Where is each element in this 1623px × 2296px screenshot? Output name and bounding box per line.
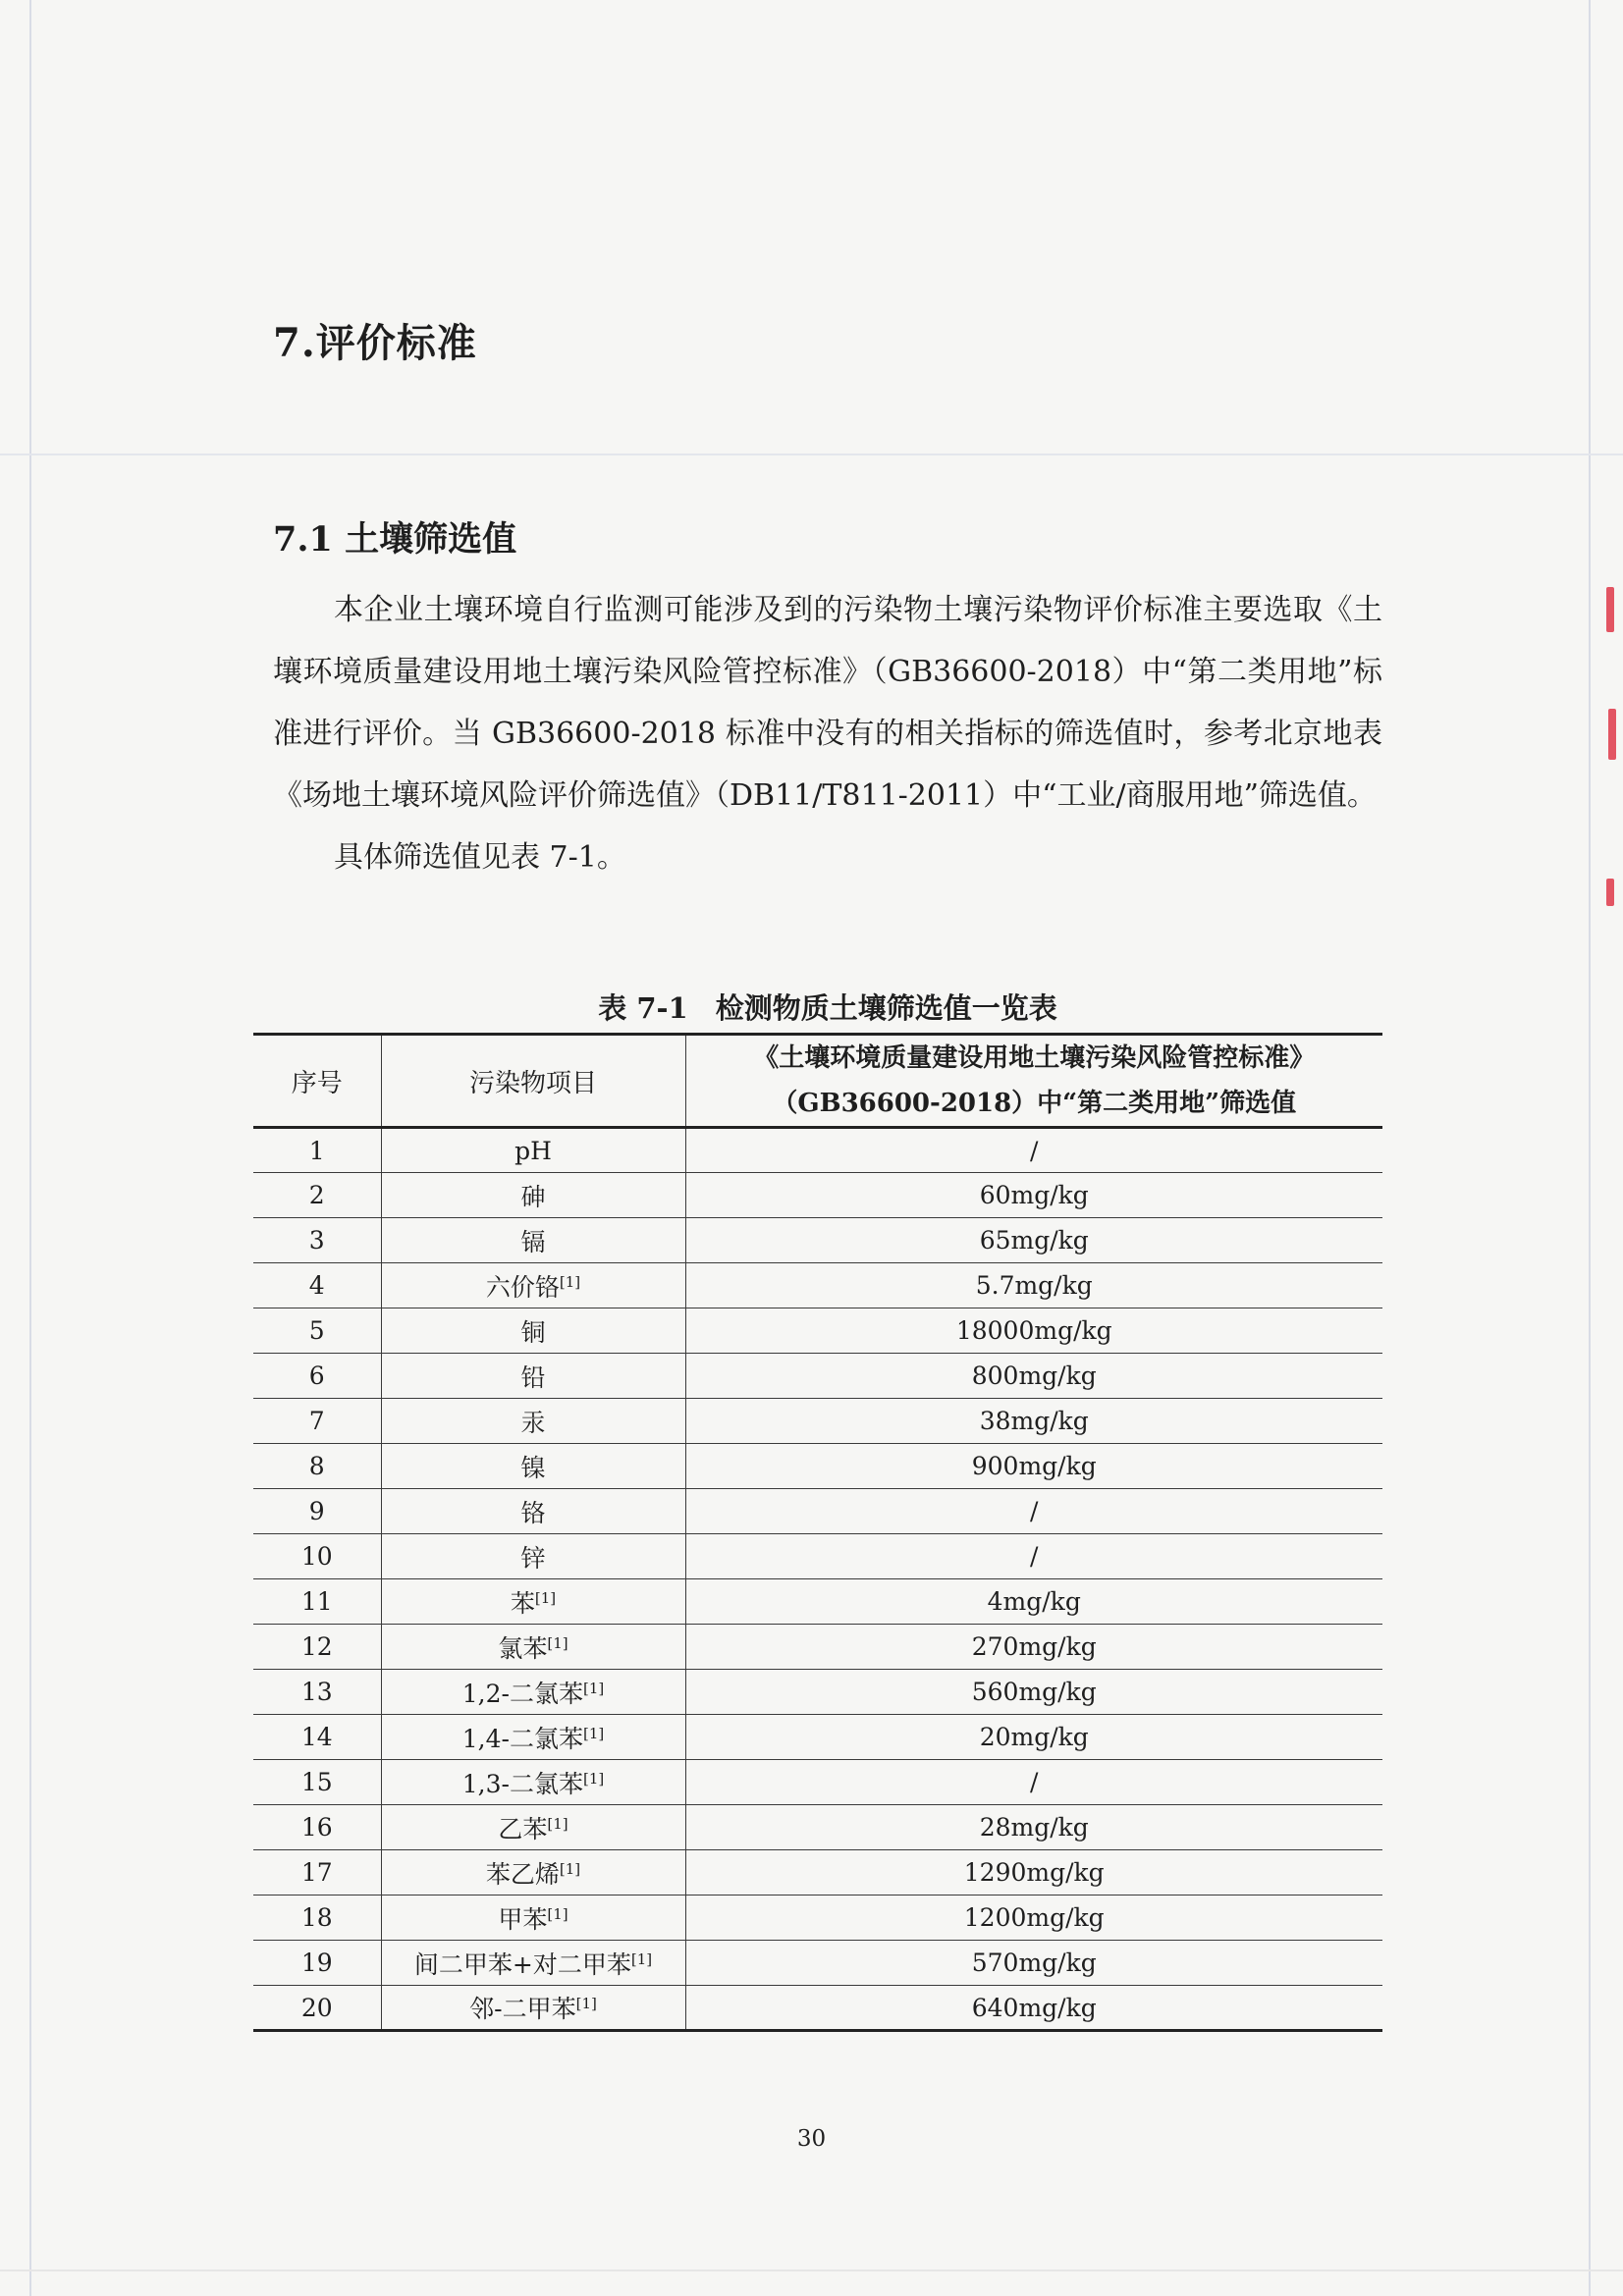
- footnote-marker: [1]: [559, 1859, 581, 1878]
- cell-item: [381, 1625, 685, 1670]
- cell-item-name: 甲苯: [498, 1904, 548, 1934]
- cell-item: [381, 1579, 685, 1625]
- cell-seq: 8: [253, 1444, 381, 1489]
- cell-value: /: [685, 1489, 1382, 1534]
- cell-item: [381, 1986, 685, 2031]
- cell-seq: 9: [253, 1489, 381, 1534]
- footnote-marker: [1]: [630, 1949, 653, 1968]
- footnote-marker: [1]: [575, 1995, 597, 2012]
- table-row: [253, 1263, 1382, 1308]
- table-row: [253, 1896, 1382, 1941]
- cell-seq: 10: [253, 1534, 381, 1579]
- cell-item-name: 铬: [520, 1498, 546, 1527]
- table-row: [253, 1670, 1382, 1715]
- header-standard-line2: （GB36600-2018）中“第二类用地”筛选值: [772, 1089, 1297, 1118]
- cell-item: [381, 1896, 685, 1941]
- cell-item-name: 锌: [520, 1543, 546, 1573]
- footnote-marker: [1]: [582, 1724, 605, 1742]
- cell-seq: 17: [253, 1850, 381, 1896]
- cell-item-name: 1,3-二氯苯: [461, 1769, 583, 1798]
- cell-item: [381, 1670, 685, 1715]
- footnote-marker: [1]: [582, 1679, 605, 1697]
- footnote-marker: [1]: [547, 1814, 568, 1833]
- cell-seq: 5: [253, 1308, 381, 1354]
- cell-item: [381, 1941, 685, 1986]
- red-seal-mark: [1606, 587, 1614, 632]
- cell-item: [381, 1128, 685, 1173]
- cell-value: 5.7mg/kg: [685, 1263, 1382, 1308]
- cell-seq: 15: [253, 1760, 381, 1805]
- cell-item-name: 砷: [520, 1182, 546, 1211]
- cell-item: [381, 1805, 685, 1850]
- cell-value: /: [685, 1760, 1382, 1805]
- table-row: [253, 1534, 1382, 1579]
- cell-seq: 6: [253, 1354, 381, 1399]
- cell-value: 28mg/kg: [685, 1805, 1382, 1850]
- cell-item: [381, 1489, 685, 1534]
- cell-item: [381, 1760, 685, 1805]
- table-row: [253, 1218, 1382, 1263]
- footnote-marker: [1]: [547, 1904, 568, 1923]
- table-caption-title: 检测物质土壤筛选值一览表: [715, 991, 1057, 1025]
- cell-seq: 19: [253, 1941, 381, 1986]
- footnote-marker: [1]: [547, 1633, 568, 1652]
- page-number: 30: [796, 2126, 827, 2152]
- page-edge-left: [29, 0, 31, 2296]
- cell-seq: 18: [253, 1896, 381, 1941]
- table-row: [253, 1986, 1382, 2031]
- cell-item-name: 汞: [520, 1408, 546, 1437]
- cell-item-name: 氯苯: [498, 1633, 548, 1663]
- cell-value: 640mg/kg: [685, 1986, 1382, 2031]
- scan-bottom-line: [0, 2269, 1623, 2271]
- cell-value: 65mg/kg: [685, 1218, 1382, 1263]
- cell-seq: 16: [253, 1805, 381, 1850]
- cell-item: [381, 1444, 685, 1489]
- cell-item-name: 铜: [520, 1317, 546, 1347]
- cell-item-name: 苯乙烯: [485, 1859, 560, 1889]
- cell-item: [381, 1354, 685, 1399]
- footnote-marker: [1]: [582, 1769, 605, 1788]
- cell-seq: 7: [253, 1399, 381, 1444]
- cell-value: 20mg/kg: [685, 1715, 1382, 1760]
- table-caption: [273, 987, 1382, 1027]
- cell-item: [381, 1399, 685, 1444]
- table-header: [253, 1035, 1382, 1128]
- cell-item-name: 1,2-二氯苯: [461, 1679, 583, 1708]
- cell-item-name: 六价铬: [485, 1272, 560, 1302]
- cell-seq: 20: [253, 1986, 381, 2031]
- table-row: [253, 1760, 1382, 1805]
- table-row: [253, 1489, 1382, 1534]
- cell-seq: 13: [253, 1670, 381, 1715]
- paragraph-2: 具体筛选值见表 7-1。: [334, 840, 626, 875]
- table-row: [253, 1399, 1382, 1444]
- cell-item-name: 邻-二甲苯: [469, 1995, 576, 2023]
- cell-value: 18000mg/kg: [685, 1308, 1382, 1354]
- cell-value: 1200mg/kg: [685, 1896, 1382, 1941]
- cell-item-name: 乙苯: [498, 1814, 548, 1843]
- table-row: [253, 1625, 1382, 1670]
- cell-item: [381, 1850, 685, 1896]
- cell-value: 4mg/kg: [685, 1579, 1382, 1625]
- cell-seq: 14: [253, 1715, 381, 1760]
- table-row: [253, 1850, 1382, 1896]
- cell-value: 560mg/kg: [685, 1670, 1382, 1715]
- cell-seq: 4: [253, 1263, 381, 1308]
- paragraph-1: 本企业土壤环境自行监测可能涉及到的污染物土壤污染物评价标准主要选取《土壤环境质量建设用地土壤污染风险管控标准》（GB36600-2018）中“第二类用地”标准进行评价。当 GB36600-2018 标准中没有的相关指标的筛选值时，参考北京地表《场地土壤环境风险评价筛选值》（DB11/T811-2011）中“工业/商服用地”筛选值。: [273, 593, 1382, 813]
- cell-value: 800mg/kg: [685, 1354, 1382, 1399]
- table-row: [253, 1579, 1382, 1625]
- cell-item-name: 1,4-二氯苯: [461, 1724, 583, 1753]
- cell-item-name: 镍: [520, 1453, 546, 1482]
- cell-value: 60mg/kg: [685, 1173, 1382, 1218]
- table-row: [253, 1128, 1382, 1173]
- red-seal-mark: [1606, 879, 1614, 906]
- cell-seq: 1: [253, 1128, 381, 1173]
- footnote-marker: [1]: [559, 1272, 581, 1291]
- header-standard-line1: 《土壤环境质量建设用地土壤污染风险管控标准》: [753, 1043, 1316, 1073]
- cell-item: [381, 1173, 685, 1218]
- cell-item: [381, 1715, 685, 1760]
- cell-item-name: 镉: [520, 1227, 546, 1256]
- section-title: 7.评价标准: [273, 320, 477, 366]
- cell-value: 570mg/kg: [685, 1941, 1382, 1986]
- table-caption-number: 表 7-1: [598, 991, 688, 1025]
- cell-item-name: 铅: [520, 1362, 546, 1392]
- page-edge-right: [1589, 0, 1591, 2296]
- cell-seq: 11: [253, 1579, 381, 1625]
- cell-seq: 12: [253, 1625, 381, 1670]
- scan-fold-line: [0, 454, 1623, 455]
- table-row: [253, 1308, 1382, 1354]
- red-seal-mark: [1608, 709, 1616, 760]
- screening-value-table: [253, 1033, 1382, 2032]
- header-standard: [685, 1035, 1382, 1128]
- subsection-title: 7.1 土壤筛选值: [273, 519, 517, 560]
- cell-item-name: 苯: [510, 1588, 535, 1618]
- cell-item-name: pH: [514, 1136, 552, 1165]
- body-text: [273, 579, 1382, 888]
- table-row: [253, 1805, 1382, 1850]
- cell-value: /: [685, 1128, 1382, 1173]
- cell-item-name: 间二甲苯+对二甲苯: [413, 1949, 631, 1979]
- cell-value: 1290mg/kg: [685, 1850, 1382, 1896]
- cell-item: [381, 1534, 685, 1579]
- table-row: [253, 1715, 1382, 1760]
- cell-item: [381, 1308, 685, 1354]
- cell-value: 270mg/kg: [685, 1625, 1382, 1670]
- table-row: [253, 1941, 1382, 1986]
- cell-item: [381, 1218, 685, 1263]
- table-body: [253, 1128, 1382, 2031]
- header-seq: 序号: [253, 1035, 381, 1128]
- cell-seq: 2: [253, 1173, 381, 1218]
- footnote-marker: [1]: [534, 1588, 557, 1607]
- cell-value: 38mg/kg: [685, 1399, 1382, 1444]
- table-row: [253, 1173, 1382, 1218]
- cell-seq: 3: [253, 1218, 381, 1263]
- table-row: [253, 1354, 1382, 1399]
- header-item: 污染物项目: [381, 1035, 685, 1128]
- cell-value: /: [685, 1534, 1382, 1579]
- cell-value: 900mg/kg: [685, 1444, 1382, 1489]
- cell-item: [381, 1263, 685, 1308]
- table-row: [253, 1444, 1382, 1489]
